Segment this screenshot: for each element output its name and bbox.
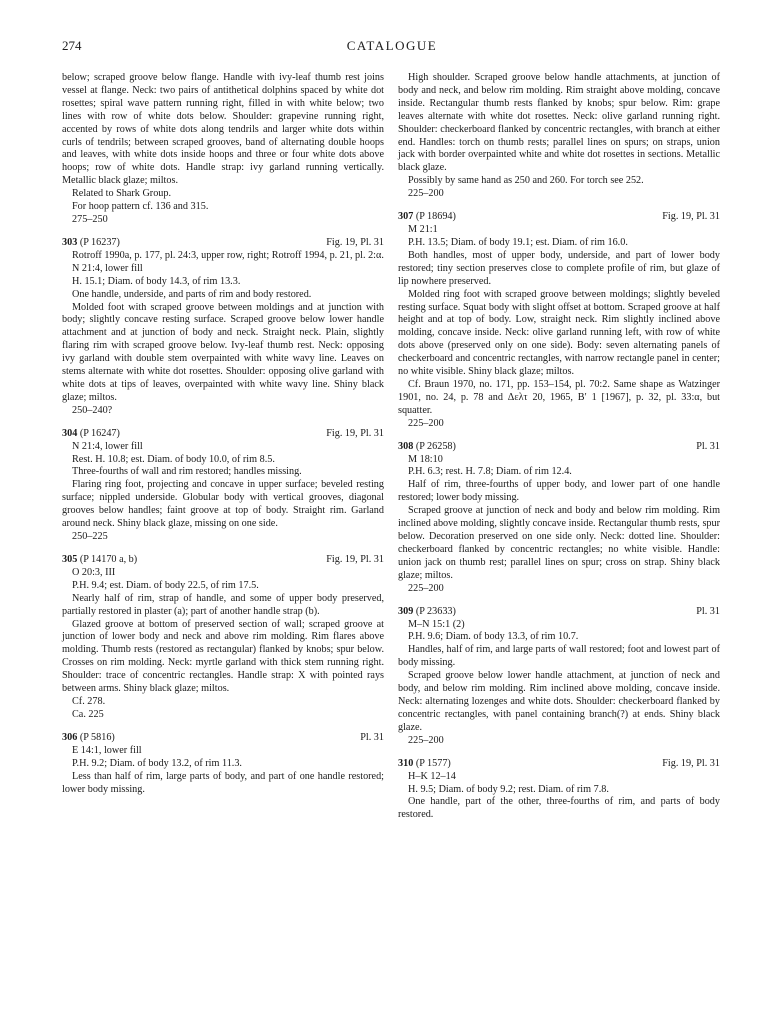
entry-detail-line: E 14:1, lower fill bbox=[72, 744, 142, 756]
entry-inventory-number: (P 5816) bbox=[79, 731, 115, 743]
entry-number: 310 bbox=[398, 757, 414, 769]
intro-date: 225–200 bbox=[408, 188, 444, 200]
entry-detail-line: M 21:1 bbox=[408, 224, 438, 236]
entry-detail-line: Rotroff 1990a, p. 177, pl. 24:3, upper row, right; Rotroff 1994, p. 21, pl. 2:α. bbox=[72, 249, 384, 261]
entry-detail-line: 250–225 bbox=[72, 531, 108, 542]
entry-detail-line: Rest. H. 10.8; est. Diam. of body 10.0, of rim 8.5. bbox=[72, 453, 275, 465]
entry-detail-line: 225–200 bbox=[408, 417, 444, 429]
entries-left bbox=[62, 237, 384, 797]
entry-header bbox=[398, 606, 720, 619]
entry-detail-line: P.H. 9.2; Diam. of body 13.2, of rim 11.3. bbox=[72, 757, 242, 769]
entry-paragraph: Cf. Braun 1970, no. 171, pp. 153–154, pl. 70:2. Same shape as Watzinger 1901, no. 24, p. 78 and Δελτ 20, 1965, Β′ 1 [1967], p. 32, pl. 33:α, but squatter. bbox=[398, 378, 720, 416]
entry-paragraph: Glazed groove at bottom of preserved section of wall; scraped groove at junction of lower body and neck and above rim molding. Rim flares above molding. Thumb rests (restored as rectangular) flanked by knobs; spur below. Crosses on rim molding. Neck: myrtle garland with thick stem running right. Shoulder: trace of concentric rectangles. Handle strap: X with pointed rays between arms. Shiny black glaze; miltos. bbox=[62, 618, 384, 695]
entry-paragraph: Scraped groove below lower handle attachment, at junction of neck and body, and below rim molding. Rim inclined above molding, concave inside. Neck: alternating lozenges and white dots. Shoulder: checkerboard flanked by concentric rectangles, with panel containing branch(?) at ends. Shiny black glaze. bbox=[398, 670, 720, 733]
entry-detail-line: P.H. 9.4; est. Diam. of body 22.5, of rim 17.5. bbox=[72, 579, 259, 591]
entry-number: 307 bbox=[398, 211, 414, 223]
entry-paragraph: Less than half of rim, large parts of body, and part of one handle restored; lower body missing. bbox=[62, 770, 384, 795]
entry-figure-reference: Pl. 31 bbox=[360, 731, 384, 743]
entry-paragraph: One handle, underside, and parts of rim and body restored. bbox=[72, 288, 312, 300]
right-column bbox=[398, 72, 720, 822]
entry-figure-reference: Fig. 19, Pl. 31 bbox=[662, 211, 720, 223]
entry-detail-line: H. 15.1; Diam. of body 14.3, of rim 13.3. bbox=[72, 275, 241, 287]
entry-detail-line: M–N 15:1 (2) bbox=[408, 618, 465, 630]
entry-detail-line: O 20:3, III bbox=[72, 566, 116, 578]
intro-paragraph: below; scraped groove below flange. Handle with ivy-leaf thumb rest joins vessel at flange. Neck: two pairs of antithetical dolphins spaced by white dot rosettes; spiral wave pattern running right, filled in with white below; two lines with row of white dots below. Shoulder: grapevine running right, accented by rows of white dots along tendrils and larger white dots within curls of tendrils; between scraped grooves, band of alternating double hoops and leaves, with white dots inside hoops and three or four white dots above hoops; row of white dots. Handle strap: ivy garland running vertically. Metallic black glaze; miltos. bbox=[62, 72, 384, 187]
entry-detail-line: N 21:4, lower fill bbox=[72, 262, 143, 274]
entry-header bbox=[62, 554, 384, 567]
entry-paragraph: Half of rim, three-fourths of upper body, and lower part of one handle restored; lower body missing. bbox=[398, 479, 720, 504]
entry-figure-reference: Fig. 19, Pl. 31 bbox=[326, 236, 384, 248]
entry-paragraph: Both handles, most of upper body, underside, and part of lower body restored; tiny section preserves close to complete profile of rim, but glaze of lip nowhere preserved. bbox=[398, 249, 720, 287]
entry-number: 303 bbox=[62, 236, 78, 248]
intro-date: 275–250 bbox=[72, 213, 108, 225]
entry-inventory-number: (P 18694) bbox=[415, 211, 456, 223]
entry-paragraph: Nearly half of rim, strap of handle, and some of upper body preserved, partially restored in plaster (a); part of another handle strap (b). bbox=[62, 592, 384, 617]
entry-number: 304 bbox=[62, 427, 78, 439]
entry-number: 305 bbox=[62, 553, 78, 565]
entry-paragraph: Flaring ring foot, projecting and concave in upper surface; beveled resting surface; nippled underside. Globular body with vertical grooves, diagonal grooves below handles; faint groove at top of body. Straight rim. Garland around neck. Shiny black glaze, missing on one side. bbox=[62, 479, 384, 530]
entry-header bbox=[398, 758, 720, 771]
entry-detail-line: Cf. 278. bbox=[72, 695, 106, 707]
entry-header bbox=[62, 237, 384, 250]
entry-paragraph: Molded ring foot with scraped groove between moldings; slightly beveled resting surface. Squat body with slight offset at bottom. Scraped groove at half height and at top of body. Low, straight neck. Rim slightly inclined above molding, concave inside. Neck: olive garland running left, with row of white dots above (preserved only on one side). Body: seven alternating panels of checkerboard and concentric rectangles, with narrow rectangle panel in center; no white visible. Shiny black glaze; miltos. bbox=[398, 288, 720, 378]
entries-right bbox=[398, 211, 720, 822]
entry-paragraph: Scraped groove at junction of neck and body and below rim molding. Rim inclined above molding, slightly concave inside. Rectangular thumb rests, spur below. Decoration preserved on one side only. Neck: dotted line. Shoulder: checkerboard flanked by concentric rectangles; no white visible. Handle: union jack on thumb rest; parallel lines on spur; cross on strap. Shiny black glaze; miltos. bbox=[398, 505, 720, 581]
entry-detail-line: H–K 12–14 bbox=[408, 770, 456, 782]
entry-paragraph: Three-fourths of wall and rim restored; handles missing. bbox=[72, 466, 302, 478]
entry-header bbox=[62, 428, 384, 441]
entry-detail-line: P.H. 6.3; rest. H. 7.8; Diam. of rim 12.4. bbox=[408, 466, 572, 478]
entry-detail-line: M 18:10 bbox=[408, 453, 443, 465]
entry-figure-reference: Pl. 31 bbox=[696, 605, 720, 617]
entry-detail-line: 225–200 bbox=[408, 582, 444, 594]
running-title: CATALOGUE bbox=[346, 38, 438, 53]
entry-header bbox=[398, 441, 720, 454]
entry-number: 309 bbox=[398, 605, 414, 617]
entry-paragraph: Handles, half of rim, and large parts of wall restored; foot and lowest part of body missing. bbox=[398, 644, 720, 669]
entry-inventory-number: (P 14170 a, b) bbox=[79, 553, 138, 565]
entry-number: 306 bbox=[62, 731, 78, 743]
entry-header bbox=[62, 732, 384, 745]
entry-figure-reference: Fig. 19, Pl. 31 bbox=[326, 553, 384, 565]
entry-paragraph: Molded foot with scraped groove between moldings and at junction with body; slightly concave resting surface. Scraped groove below lower handle attachment and at junction of body and neck. Straight neck. Plain, slightly flaring rim with scraped groove below. Ivy-leaf thumb rest. Neck: opposing ivy garland with double stem overpainted with white wavy line. Leaves on stems alternate with white dot rosettes. Shoulder: opposing olive garland with white dots at tips of leaves, overpainted with white wavy line. Shiny black glaze; miltos. bbox=[62, 301, 384, 403]
entry-header bbox=[398, 211, 720, 224]
intro-paragraph: High shoulder. Scraped groove below handle attachments, at junction of body and neck, and below rim molding. Rim straight above molding, concave inside. Rectangular thumb rests flanked by knobs; spur below. Rim: grape leaves alternate with white dot rosettes. Neck: olive garland running right. Shoulder: checkerboard flanked by concentric rectangles, with branch at either end. Handles: torch on thumb rests; parallel lines on spurs; on straps, union jack with border overpainted white and white dot rosettes in sections. Metallic black glaze. bbox=[398, 72, 720, 174]
intro-paragraph: Related to Shark Group. bbox=[72, 188, 172, 200]
intro-paragraph: Possibly by same hand as 250 and 260. For torch see 252. bbox=[408, 175, 644, 187]
entry-detail-line: Ca. 225 bbox=[72, 708, 104, 720]
entry-number: 308 bbox=[398, 440, 414, 452]
page-header bbox=[62, 38, 722, 56]
entry-detail-line: 225–200 bbox=[408, 734, 444, 746]
entry-detail-line: P.H. 13.5; Diam. of body 19.1; est. Diam. of rim 16.0. bbox=[408, 236, 628, 248]
entry-detail-line: H. 9.5; Diam. of body 9.2; rest. Diam. of rim 7.8. bbox=[408, 783, 609, 795]
intro-paragraph: For hoop pattern cf. 136 and 315. bbox=[72, 201, 209, 213]
entry-inventory-number: (P 26258) bbox=[415, 440, 456, 452]
entry-inventory-number: (P 16237) bbox=[79, 236, 120, 248]
entry-detail-line: P.H. 9.6; Diam. of body 13.3, of rim 10.7. bbox=[408, 631, 579, 643]
entry-inventory-number: (P 23633) bbox=[415, 605, 456, 617]
entry-inventory-number: (P 16247) bbox=[79, 427, 120, 439]
page-number: 274 bbox=[62, 38, 82, 53]
entry-detail-line: 250–240? bbox=[72, 404, 113, 416]
entry-figure-reference: Fig. 19, Pl. 31 bbox=[326, 427, 384, 439]
left-column bbox=[62, 72, 384, 796]
entry-figure-reference: Pl. 31 bbox=[696, 440, 720, 452]
entry-figure-reference: Fig. 19, Pl. 31 bbox=[662, 757, 720, 769]
entry-detail-line: N 21:4, lower fill bbox=[72, 440, 143, 452]
entry-paragraph: One handle, part of the other, three-fourths of rim, and parts of body restored. bbox=[398, 796, 720, 821]
entry-inventory-number: (P 1577) bbox=[415, 757, 451, 769]
